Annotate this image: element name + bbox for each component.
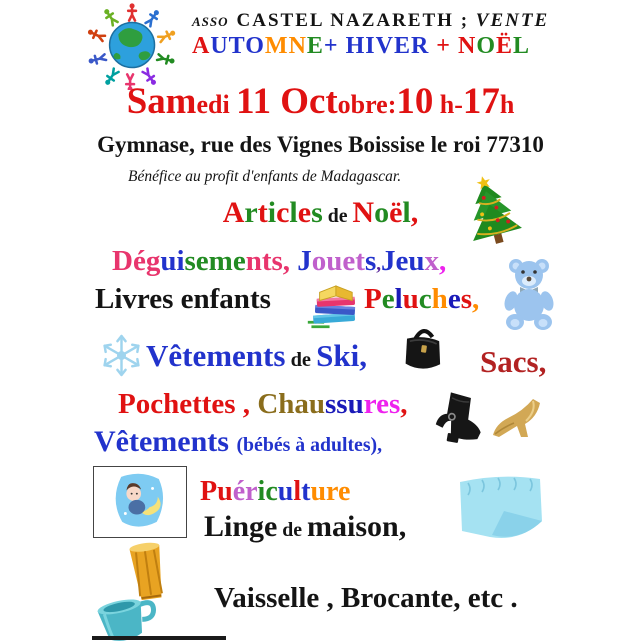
sale-label: VENTE [475, 10, 550, 31]
line-linge-maison: Linge de maison, [204, 510, 407, 543]
season-line: AUTOMNE+ HIVER + NOËL [192, 33, 531, 59]
teddy-bear-icon [500, 254, 558, 332]
line-peluches: Peluches, [364, 283, 480, 315]
line-pochettes-chaussures: Pochettes , Chaussures, [118, 388, 408, 420]
bottom-rule [92, 636, 226, 640]
line-sacs: Sacs, [480, 344, 547, 379]
cup-icon [85, 596, 165, 641]
asso-label: ASSO [192, 14, 229, 29]
line-puericulture: Puériculture [200, 476, 351, 507]
christmas-tree-icon [444, 166, 537, 254]
venue-address: Gymnase, rue des Vignes Boissise le roi 77310 [97, 132, 544, 157]
line-vaisselle-brocante: Vaisselle , Brocante, etc . [214, 582, 518, 614]
fitted-sheet-icon [452, 471, 548, 547]
baby-blanket-icon [93, 466, 187, 538]
handbag-icon [394, 322, 448, 374]
globe-children-logo-icon [80, 2, 190, 90]
line-vetements-tailles: Vêtements (bébés à adultes), [94, 425, 383, 458]
high-heel-icon [490, 394, 548, 440]
line-deguisements-jouets: Déguisements, Jouets,Jeux, [112, 245, 447, 277]
books-stack-icon [306, 280, 364, 330]
line-vetements-ski: Vêtements de Ski, [146, 338, 367, 373]
event-date-title: Samedi 11 Octobre:10 h-17h [126, 80, 515, 121]
snowflake-icon [99, 333, 144, 378]
header-org-line [192, 10, 549, 32]
ankle-boot-icon [430, 391, 488, 445]
line-livres-enfants: Livres enfants [95, 283, 271, 315]
line-articles-noel: Articles de Noël, [222, 196, 419, 229]
benefit-note: Bénéfice au profit d'enfants de Madagascar. [128, 168, 402, 185]
org-name: CASTEL NAZARETH ; [236, 10, 470, 31]
